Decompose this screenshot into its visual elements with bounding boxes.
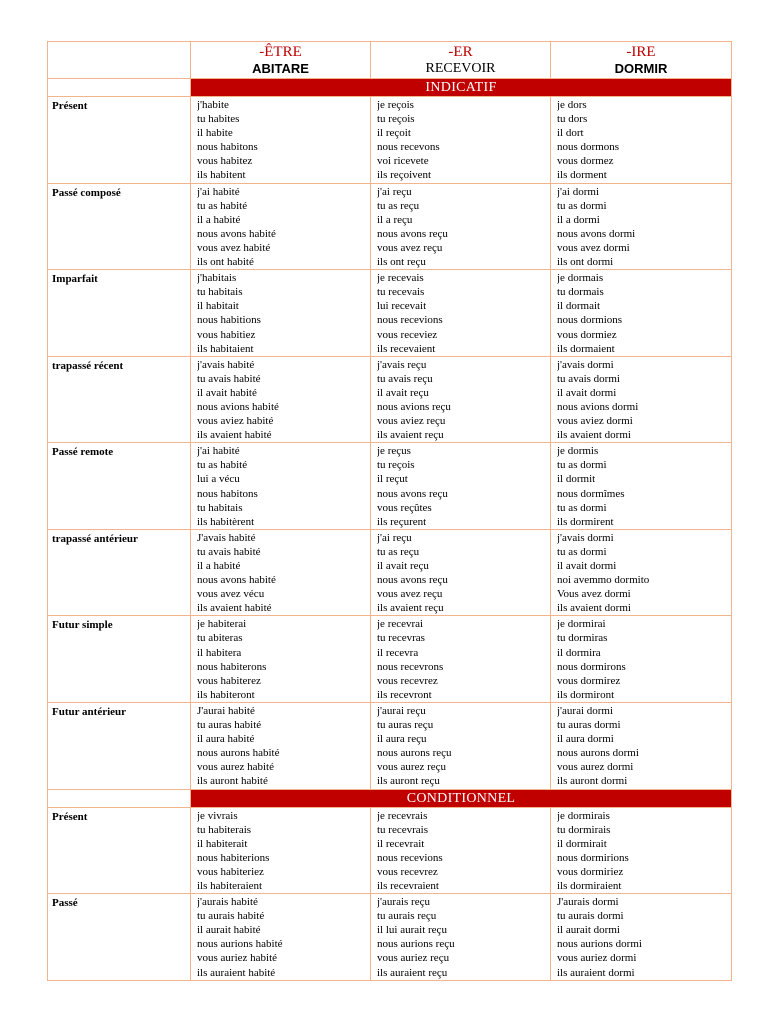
conjugated-form: nous aurions dormi	[557, 938, 642, 951]
conjugation-cell	[191, 270, 371, 357]
verb-label: DORMIR	[614, 61, 668, 76]
conjugated-form: nous recevrons	[377, 660, 444, 673]
conjugated-form: nous recevons	[377, 141, 440, 154]
conjugated-form: j'aurais reçu	[377, 896, 430, 909]
conjugated-form: tu as dormi	[557, 501, 607, 514]
conjugated-form: vous aurez dormi	[557, 761, 634, 774]
conjugated-form: ils dormirent	[557, 515, 614, 528]
verb-label: ABITARE	[252, 61, 309, 76]
conjugation-cell	[551, 356, 732, 443]
conjugated-form: nous dormirons	[557, 660, 626, 673]
conjugated-form: nous dormions	[557, 314, 623, 327]
conjugated-form: nous recevions	[377, 851, 443, 864]
conjugated-form: il avait habité	[197, 386, 257, 399]
conjugated-form: ils dormiront	[557, 688, 615, 701]
ending-label: -ÊTRE	[259, 44, 302, 60]
conjugated-form: nous avons reçu	[377, 227, 448, 240]
conjugated-form: vous auriez dormi	[557, 952, 637, 965]
conjugated-form: ils auront dormi	[557, 775, 628, 788]
section-title: CONDITIONNEL	[191, 789, 732, 807]
conjugated-form: nous aurions habité	[197, 938, 283, 951]
conjugated-form: j'avais habité	[197, 358, 255, 371]
conjugated-form: nous recevions	[377, 314, 443, 327]
tense-label: Futur antérieur	[48, 702, 191, 789]
conjugated-form: vous habiterez	[197, 674, 261, 687]
conjugated-form: vous habiteriez	[197, 865, 264, 878]
conjugated-form: tu aurais reçu	[377, 910, 437, 923]
conjugated-form: il aura dormi	[557, 733, 614, 746]
conjugated-form: tu habiterais	[197, 823, 252, 836]
conjugated-form: il reçoit	[377, 127, 411, 140]
conjugated-form: vous dormirez	[557, 674, 621, 687]
conjugated-form: j'ai reçu	[377, 531, 412, 544]
conjugated-form: vous aurez reçu	[377, 761, 447, 774]
section-header-row	[48, 789, 732, 807]
conjugated-form: vous dormiez	[557, 328, 617, 341]
conjugated-form: ils auront reçu	[377, 775, 440, 788]
conjugated-form: j'habitais	[197, 272, 237, 285]
conjugated-form: ils habitent	[197, 169, 246, 182]
conjugated-form: il dormirait	[557, 837, 607, 850]
conjugated-form: vous avez reçu	[377, 588, 443, 601]
section-header-row	[48, 79, 732, 97]
conjugated-form: ils avaient reçu	[377, 602, 444, 615]
header-row	[48, 42, 732, 79]
conjugated-form: il habiterait	[197, 837, 248, 850]
conjugated-form: tu reçois	[377, 459, 415, 472]
conjugated-form: j'aurais habité	[197, 896, 258, 909]
conjugated-form: il dormit	[557, 473, 596, 486]
conjugated-form: nous aurons reçu	[377, 747, 452, 760]
conjugated-form: il a habité	[197, 560, 241, 572]
conjugated-form: nous habitons	[197, 487, 258, 500]
conjugated-form: tu dormirais	[557, 823, 611, 836]
conjugated-form: tu dormais	[557, 286, 604, 299]
conjugated-form: nous aurons habité	[197, 747, 280, 760]
conjugation-cell	[191, 97, 371, 184]
conjugated-form: nous aurons dormi	[557, 747, 639, 760]
conjugated-form: nous avions reçu	[377, 400, 451, 413]
conjugation-cell	[371, 807, 551, 894]
conjugated-form: il avait reçu	[377, 386, 429, 399]
conjugated-form: tu habitais	[197, 501, 243, 514]
conjugation-cell	[371, 702, 551, 789]
conjugated-form: il aurait dormi	[557, 924, 620, 937]
conjugated-form: ils habiteront	[197, 688, 255, 701]
conjugated-form: tu as reçu	[377, 545, 420, 558]
conjugated-form: ils dormiraient	[557, 879, 622, 892]
conjugated-form: ils avaient dormi	[557, 602, 631, 615]
tense-row	[48, 894, 732, 981]
conjugated-form: nous habiterions	[197, 851, 270, 864]
conjugated-form: tu aurais dormi	[557, 910, 624, 923]
conjugation-cell	[551, 807, 732, 894]
conjugated-form: nous avons habité	[197, 574, 276, 587]
conjugated-form: J'avais habité	[197, 531, 256, 544]
conjugated-form: ils habitaient	[197, 342, 254, 355]
tense-label: trapassé antérieur	[48, 529, 191, 616]
conjugation-cell	[191, 443, 371, 530]
conjugated-form: tu reçois	[377, 113, 415, 126]
conjugated-form: vous dormiriez	[557, 865, 624, 878]
conjugated-form: il a habité	[197, 213, 241, 226]
conjugated-form: nous avons reçu	[377, 487, 448, 500]
conjugated-form: noi avemmo dormito	[557, 574, 650, 587]
conjugated-form: tu as habité	[197, 199, 248, 212]
tense-row	[48, 529, 732, 616]
conjugated-form: je reçois	[377, 99, 414, 111]
tense-row	[48, 97, 732, 184]
conjugated-form: nous habitions	[197, 314, 261, 327]
conjugated-form: je dormirai	[557, 618, 606, 631]
header-col-er	[371, 42, 551, 79]
conjugated-form: il a reçu	[377, 213, 413, 226]
conjugated-form: il aurait habité	[197, 924, 261, 937]
conjugated-form: je dormais	[557, 272, 604, 285]
conjugated-form: vous recevrez	[377, 674, 438, 687]
tense-row	[48, 443, 732, 530]
conjugated-form: nous dormons	[557, 141, 620, 154]
tense-row	[48, 702, 732, 789]
tense-row	[48, 183, 732, 270]
conjugated-form: nous dormirions	[557, 851, 629, 864]
conjugated-form: tu aurais habité	[197, 910, 265, 923]
conjugation-cell	[551, 894, 732, 981]
conjugated-form: il dormira	[557, 646, 601, 659]
conjugated-form: ils auront habité	[197, 775, 268, 788]
conjugated-form: tu as dormi	[557, 545, 607, 558]
conjugated-form: je vivrais	[197, 809, 238, 822]
conjugated-form: nous habiterons	[197, 660, 267, 673]
conjugated-form: ils auraient habité	[197, 966, 276, 979]
conjugated-form: il aura habité	[197, 733, 255, 746]
conjugated-form: tu as reçu	[377, 199, 420, 212]
conjugated-form: ils recevront	[377, 688, 432, 701]
conjugated-form: nous aurions reçu	[377, 938, 455, 951]
tense-row	[48, 616, 732, 703]
conjugated-form: je recevrais	[377, 809, 428, 822]
conjugated-form: tu recevrais	[377, 823, 428, 836]
tense-label: Imparfait	[48, 270, 191, 357]
conjugated-form: j'ai habité	[197, 185, 240, 198]
conjugation-cell	[371, 894, 551, 981]
conjugation-cell	[371, 183, 551, 270]
conjugation-cell	[371, 270, 551, 357]
conjugated-form: ils habiteraient	[197, 879, 263, 892]
conjugated-form: j'ai habité	[197, 445, 240, 458]
conjugated-form: il recevrait	[377, 837, 425, 850]
section-empty-cell	[48, 789, 191, 807]
conjugated-form: ils auraient dormi	[557, 966, 635, 979]
conjugation-cell	[371, 97, 551, 184]
conjugation-cell	[551, 616, 732, 703]
conjugated-form: il habitait	[197, 300, 239, 313]
conjugated-form: ils recevraient	[377, 879, 439, 892]
conjugated-form: ils reçoivent	[377, 169, 432, 182]
conjugated-form: j'aurai reçu	[377, 704, 426, 717]
conjugated-form: il a dormi	[557, 213, 600, 226]
header-col-etre	[191, 42, 371, 79]
conjugation-cell	[551, 529, 732, 616]
conjugated-form: il recevra	[377, 646, 419, 659]
conjugated-form: il avait reçu	[377, 560, 429, 572]
section-empty-cell	[48, 79, 191, 97]
conjugated-form: tu avais reçu	[377, 372, 433, 385]
conjugated-form: il dormait	[557, 300, 601, 313]
conjugated-form: il habitera	[197, 646, 242, 659]
ending-label: -ER	[448, 44, 473, 60]
conjugated-form: je dormis	[557, 445, 599, 458]
conjugated-form: ils ont reçu	[377, 256, 426, 269]
conjugation-cell	[191, 702, 371, 789]
conjugated-form: je dormirais	[557, 809, 610, 822]
conjugation-cell	[551, 702, 732, 789]
conjugated-form: il aura reçu	[377, 733, 427, 746]
conjugated-form: ils dorment	[557, 169, 607, 182]
tense-row	[48, 356, 732, 443]
conjugation-cell	[191, 807, 371, 894]
conjugated-form: ils ont habité	[197, 256, 254, 269]
conjugated-form: vous avez vécu	[197, 588, 265, 601]
verb-label: RECEVOIR	[425, 61, 496, 76]
conjugated-form: ils ont dormi	[557, 256, 614, 269]
conjugated-form: j'habite	[197, 99, 229, 111]
conjugated-form: je recevrai	[377, 618, 424, 631]
conjugated-form: ils avaient habité	[197, 602, 272, 615]
conjugated-form: ils avaient habité	[197, 429, 272, 442]
tense-label: Futur simple	[48, 616, 191, 703]
tense-label: Passé remote	[48, 443, 191, 530]
conjugated-form: nous avons reçu	[377, 574, 448, 587]
conjugated-form: tu recevras	[377, 632, 425, 645]
section-title: INDICATIF	[191, 79, 732, 97]
conjugation-cell	[371, 356, 551, 443]
conjugated-form: tu auras habité	[197, 719, 262, 732]
conjugation-cell	[551, 270, 732, 357]
conjugated-form: il habite	[197, 127, 233, 140]
conjugation-table	[47, 41, 732, 981]
conjugated-form: ils auraient reçu	[377, 966, 448, 979]
conjugated-form: vous aviez reçu	[377, 415, 446, 428]
conjugated-form: lui a vécu	[197, 473, 240, 486]
conjugation-cell	[191, 616, 371, 703]
conjugated-form: voi ricevete	[377, 155, 429, 168]
conjugated-form: nous avons dormi	[557, 227, 636, 240]
header-col-ire	[551, 42, 732, 79]
conjugated-form: je habiterai	[197, 618, 247, 631]
conjugation-cell	[551, 97, 732, 184]
conjugated-form: tu recevais	[377, 286, 425, 299]
conjugation-cell	[551, 183, 732, 270]
conjugated-form: J'aurai habité	[197, 704, 255, 717]
conjugated-form: nous avions dormi	[557, 400, 639, 413]
conjugated-form: nous avions habité	[197, 400, 279, 413]
conjugated-form: il reçut	[377, 473, 408, 486]
conjugated-form: tu dormiras	[557, 632, 608, 645]
conjugated-form: vous avez reçu	[377, 241, 443, 254]
conjugation-document	[47, 41, 731, 981]
conjugated-form: je reçus	[377, 445, 411, 458]
conjugated-form: il avait dormi	[557, 560, 617, 572]
conjugated-form: j'ai dormi	[557, 185, 600, 198]
conjugated-form: vous recevrez	[377, 865, 438, 878]
conjugated-form: Vous avez dormi	[557, 588, 631, 601]
conjugated-form: j'avais dormi	[557, 358, 614, 371]
conjugated-form: tu auras reçu	[377, 719, 434, 732]
conjugated-form: il dort	[557, 127, 584, 140]
conjugated-form: ils dormaient	[557, 342, 615, 355]
conjugated-form: j'avais reçu	[377, 358, 427, 371]
conjugated-form: nous habitons	[197, 141, 258, 154]
conjugated-form: tu as dormi	[557, 459, 607, 472]
conjugated-form: vous avez habité	[197, 241, 271, 254]
conjugation-cell	[371, 443, 551, 530]
conjugation-cell	[371, 529, 551, 616]
conjugated-form: tu avais habité	[197, 545, 261, 558]
conjugation-cell	[371, 616, 551, 703]
conjugated-form: tu habites	[197, 113, 240, 126]
conjugated-form: tu habitais	[197, 286, 243, 299]
conjugated-form: ils avaient reçu	[377, 429, 444, 442]
conjugated-form: nous avons habité	[197, 227, 276, 240]
conjugated-form: vous habitez	[197, 155, 253, 168]
conjugated-form: j'aurai dormi	[557, 704, 614, 717]
conjugated-form: j'ai reçu	[377, 185, 412, 198]
conjugated-form: ils reçurent	[377, 515, 427, 528]
conjugated-form: je recevais	[377, 272, 424, 285]
conjugation-cell	[191, 183, 371, 270]
conjugated-form: ils habitèrent	[197, 515, 255, 528]
conjugation-cell	[191, 529, 371, 616]
conjugated-form: tu auras dormi	[557, 719, 621, 732]
tense-row	[48, 270, 732, 357]
conjugated-form: vous aurez habité	[197, 761, 274, 774]
conjugation-cell	[191, 894, 371, 981]
conjugated-form: tu as dormi	[557, 199, 607, 212]
conjugated-form: il avait dormi	[557, 386, 617, 399]
tense-label: trapassé récent	[48, 356, 191, 443]
conjugated-form: vous habitiez	[197, 328, 256, 341]
conjugation-cell	[191, 356, 371, 443]
conjugated-form: ils avaient dormi	[557, 429, 631, 442]
conjugated-form: il lui aurait reçu	[377, 924, 447, 937]
header-empty-cell	[48, 42, 191, 79]
conjugated-form: vous receviez	[377, 328, 438, 341]
conjugated-form: lui recevait	[377, 300, 427, 313]
conjugated-form: vous reçûtes	[377, 501, 432, 514]
conjugated-form: vous aviez dormi	[557, 415, 633, 428]
conjugated-form: vous auriez habité	[197, 952, 278, 965]
tense-label: Passé composé	[48, 183, 191, 270]
conjugated-form: tu as habité	[197, 459, 248, 472]
conjugated-form: vous auriez reçu	[377, 952, 450, 965]
conjugated-form: J'aurais dormi	[557, 896, 619, 909]
conjugated-form: vous dormez	[557, 155, 614, 168]
tense-label: Passé	[48, 894, 191, 981]
tense-row	[48, 807, 732, 894]
ending-label: -IRE	[626, 44, 656, 60]
conjugated-form: vous aviez habité	[197, 415, 274, 428]
conjugated-form: tu avais dormi	[557, 372, 620, 385]
tense-label: Présent	[48, 97, 191, 184]
conjugated-form: tu dors	[557, 113, 588, 126]
conjugated-form: tu abiteras	[197, 632, 243, 645]
conjugated-form: ils recevaient	[377, 342, 436, 355]
conjugated-form: nous dormîmes	[557, 487, 625, 500]
tense-label: Présent	[48, 807, 191, 894]
conjugated-form: tu avais habité	[197, 372, 261, 385]
conjugated-form: vous avez dormi	[557, 241, 630, 254]
conjugated-form: j'avais dormi	[557, 531, 614, 544]
conjugated-form: je dors	[557, 99, 587, 111]
conjugation-cell	[551, 443, 732, 530]
